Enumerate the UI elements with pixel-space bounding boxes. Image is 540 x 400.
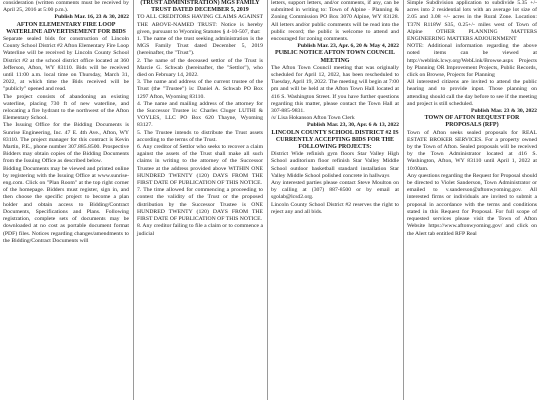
notice-paragraph: 4. The name and mailing address of the attorney for the Successor Trustee is: Charles Cluger LUTHI & VOYLES, LLC PO Box 620 Thayne, Wyoming 83127.: [137, 100, 263, 129]
notice-paragraph: TO ALL CREDITORS HAVING CLAIMS AGAINST THE ABOVE-NAMED TRUST: Notice is hereby given, pursuant to Wyoming Statutes § 4-10-507, that:: [137, 14, 263, 35]
column-3: [270, 0, 400, 400]
notice-paragraph: All interested citizens are invited to attend the public hearing and to provide input. Those planning on attending should call the day before to see if the meeting and project is still scheduled.: [407, 79, 537, 107]
notice-paragraph: /s/ Lisa Hokanson Afton Town Clerk: [271, 115, 355, 122]
notice-paragraph: Simple Subdivision application to subdivide 5.35 +/- acres into 2 residential lots with an average lot size of 2.05 and 3.08 +/- acres in the Rural Zone. Location: T37N R118W S35, 0.25+/- miles west of Town of Alpine OTHER PLANNING MATTERS ENGINEERING MATTERS ADJOURNMENT: [407, 0, 537, 43]
notice-heading: TOWN OF AFTON REQUEST FOR PROPOSALS (RFP): [424, 115, 520, 129]
notice-paragraph: letters, support letters, and/or comments, if any, can be submitted in writing to: Town of Alpine · Planning & Zoning Commission PO Box 3070 Alpine, WY 83128. All letters and/or public comments will be read into the public record; the public is welcome to attend and encouraged for zoning comments.: [271, 0, 399, 43]
notice-heading: LINCOLN COUNTY SCHOOL DISTRICT #2 IS CURRENTLY ACCEPTING BIDS FOR THE FOLLOWING PROJECTS:: [271, 129, 399, 151]
notice-paragraph: NOTE: Additional information regarding the above noted items can be viewed at http://weblink.lcwy.org/WebLink/Browse.aspx Projects by Planning OR Improvement Projects, Public Records, click on Browse, Projects for Planning: [407, 43, 537, 79]
notice-heading: (TRUST ADMINISTRATION) MGS FAMILY TRUST DATED DECEMBER 5, 2019: [140, 0, 260, 14]
notice-paragraph: The Afton Town Council meeting that was originally scheduled for April 12, 2022, has been rescheduled to Tuesday, April 19, 2022. The meeting will begin at 7:00 pm and will be held at the Afton Town Hall located at 416 S. Washington Street. If you have further questions regarding this matter, please contact the Town Hall at 307-885-9831.: [271, 64, 399, 115]
notice-paragraph: Lincoln County School District #2 reserves the right to reject any and all bids.: [271, 201, 399, 215]
notice-paragraph: 2. The name of the deceased settlor of the Trust is Marcie G. Schwab (hereinafter, the "Settlor"), who died on February 14, 2022.: [137, 57, 263, 79]
notice-paragraph: Any questions regarding the Request for Proposal should be directed to Violet Sanderson, Town Administrator or emailed to v.sanderson@aftonwyoming.gov. All interested firms or individuals are invited to submit a proposal in accordance with the terms and conditions stated in this Request for Proposal. For full scope of requested services please visit the Town of Afton Website https://www.aftonwyoming.gov/ and click on the Alert tab entitled RFP Real: [407, 172, 538, 237]
publication-dates: Publish Mar. 23, 30, Apr. 6 & 13, 2022: [306, 122, 399, 129]
column-2: [136, 0, 264, 400]
notice-paragraph: Town of Afton seeks sealed proposals for REAL ESTATE BROKER SERVICES. For a property owned by the Town of Afton. Sealed proposals will be received by the Town Administrator located at 416 S. Washington, Afton, WY 83110 until April 1, 2022 at 10:00am.: [407, 129, 537, 172]
notice-paragraph: Any interested parties please contact Steve Moulton on by calling at (307) 887-8500 or by email at sgolab@lcsd2.org.: [271, 180, 399, 201]
notice-paragraph: The Issuing Office for the Bidding Documents is Sunrise Engineering, Inc. 47 E. 4th Ave., Afton, WY 83110. The project manager for this contract is Kevin Martin, P.E., phone number 307.885.8500. Prospective Bidders may obtain copies of the Bidding Documents from the Issuing Office as described below.: [3, 122, 129, 165]
notice-paragraph: 1. The name of the trust seeking administration is the MGS Family Trust dated December 5, 2019 (hereinafter, the "Trust").: [137, 36, 263, 57]
publication-dates: Publish Mar. 16, 23 & 30, 2022: [54, 14, 129, 21]
notice-paragraph: 8. Any creditor failing to file a claim or to commence a judicial: [137, 223, 263, 237]
column-divider: [133, 0, 134, 400]
column-divider: [267, 0, 268, 400]
notice-paragraph: 3. The name and address of the current trustee of the Trust (the "Trustee") is: Daniel A. Schwab PO Box 1297 Afton, Wyoming 83110.: [137, 79, 263, 100]
publication-dates: Publish Mar. 23 & 30, 2022: [471, 108, 537, 115]
notice-paragraph: 6. Any creditor of Settlor who seeks to recover a claim against the assets of the Trust shall make all such claims in writing to the attorney of the Successor Trustee at the address provided above WITHIN ONE HUNDRED TWENTY (120) DAYS FROM THE FIRST DATE OF PUBLICATION OF THIS NOTICE.: [137, 144, 263, 187]
notice-heading: AFTON ELEMENTARY FIRE LOOP WATERLINE ADVERTISEMENT FOR BIDS: [6, 21, 126, 35]
notice-paragraph: The project consists of abandoning an existing waterline, placing 730 ft of new waterline, and relocating a fire hydrant to the northwest of the Afton Elementary School.: [3, 93, 129, 122]
notice-paragraph: consideration (written comments must be received by April 25, 2016 at 5:00 p.m.).: [3, 0, 129, 14]
notice-heading: PUBLIC NOTICE AFTON TOWN COUNCIL MEETING: [274, 50, 396, 64]
notice-paragraph: Separate sealed bids for construction of Lincoln County School District #2 Afton Elementary Fire Loop Waterline will be received by Lincoln County School District #2 at the school district office located at 360 Jefferson, Afton, WY 83110. Bids will be received until 11:00 a.m. local time on Thursday, March 31, 2022, at which time the Bids received will be "publicly" opened and read.: [3, 36, 129, 93]
notice-paragraph: 5. The Trustee intends to distribute the Trust assets according to the terms of the Trust.: [137, 129, 263, 143]
notice-paragraph: Bidding Documents may be viewed and printed online by registering with the Issuing Office at www.sunrise-eng.com. Click on "Plan Room" at the top right corner of the homepage. Bidders must register, sign in, and then choose the specific project to become a plan holder and obtain access to Bidding/Contract Documents, Specifications and Plans. Following registration, complete sets of documents may be downloaded at no cost as portable document format (PDF) files. Notices regarding changes/amendments to the Bidding/Contract Documents will: [3, 165, 129, 244]
notice-paragraph: District Wide refinish gym floors Star Valley High School auditorium floor refinish Star Valley Middle School outdoor basketball standard installation Star Valley Middle School polished concrete in hallways: [271, 151, 399, 179]
publication-dates: Publish Mar. 23, Apr. 6, 20 & May 4, 2022: [297, 43, 399, 50]
column-1: [2, 0, 130, 400]
column-divider: [403, 0, 404, 400]
notice-paragraph: 7. The time allowed for commencing a proceeding to contest the validity of the Trust or the proposed distribution by the Successor Trustee is ONE HUNDRED TWENTY (120) DAYS FROM THE FIRST DATE OF PUBLICATION OF THIS NOTICE.: [137, 187, 263, 223]
column-4: [406, 0, 538, 400]
